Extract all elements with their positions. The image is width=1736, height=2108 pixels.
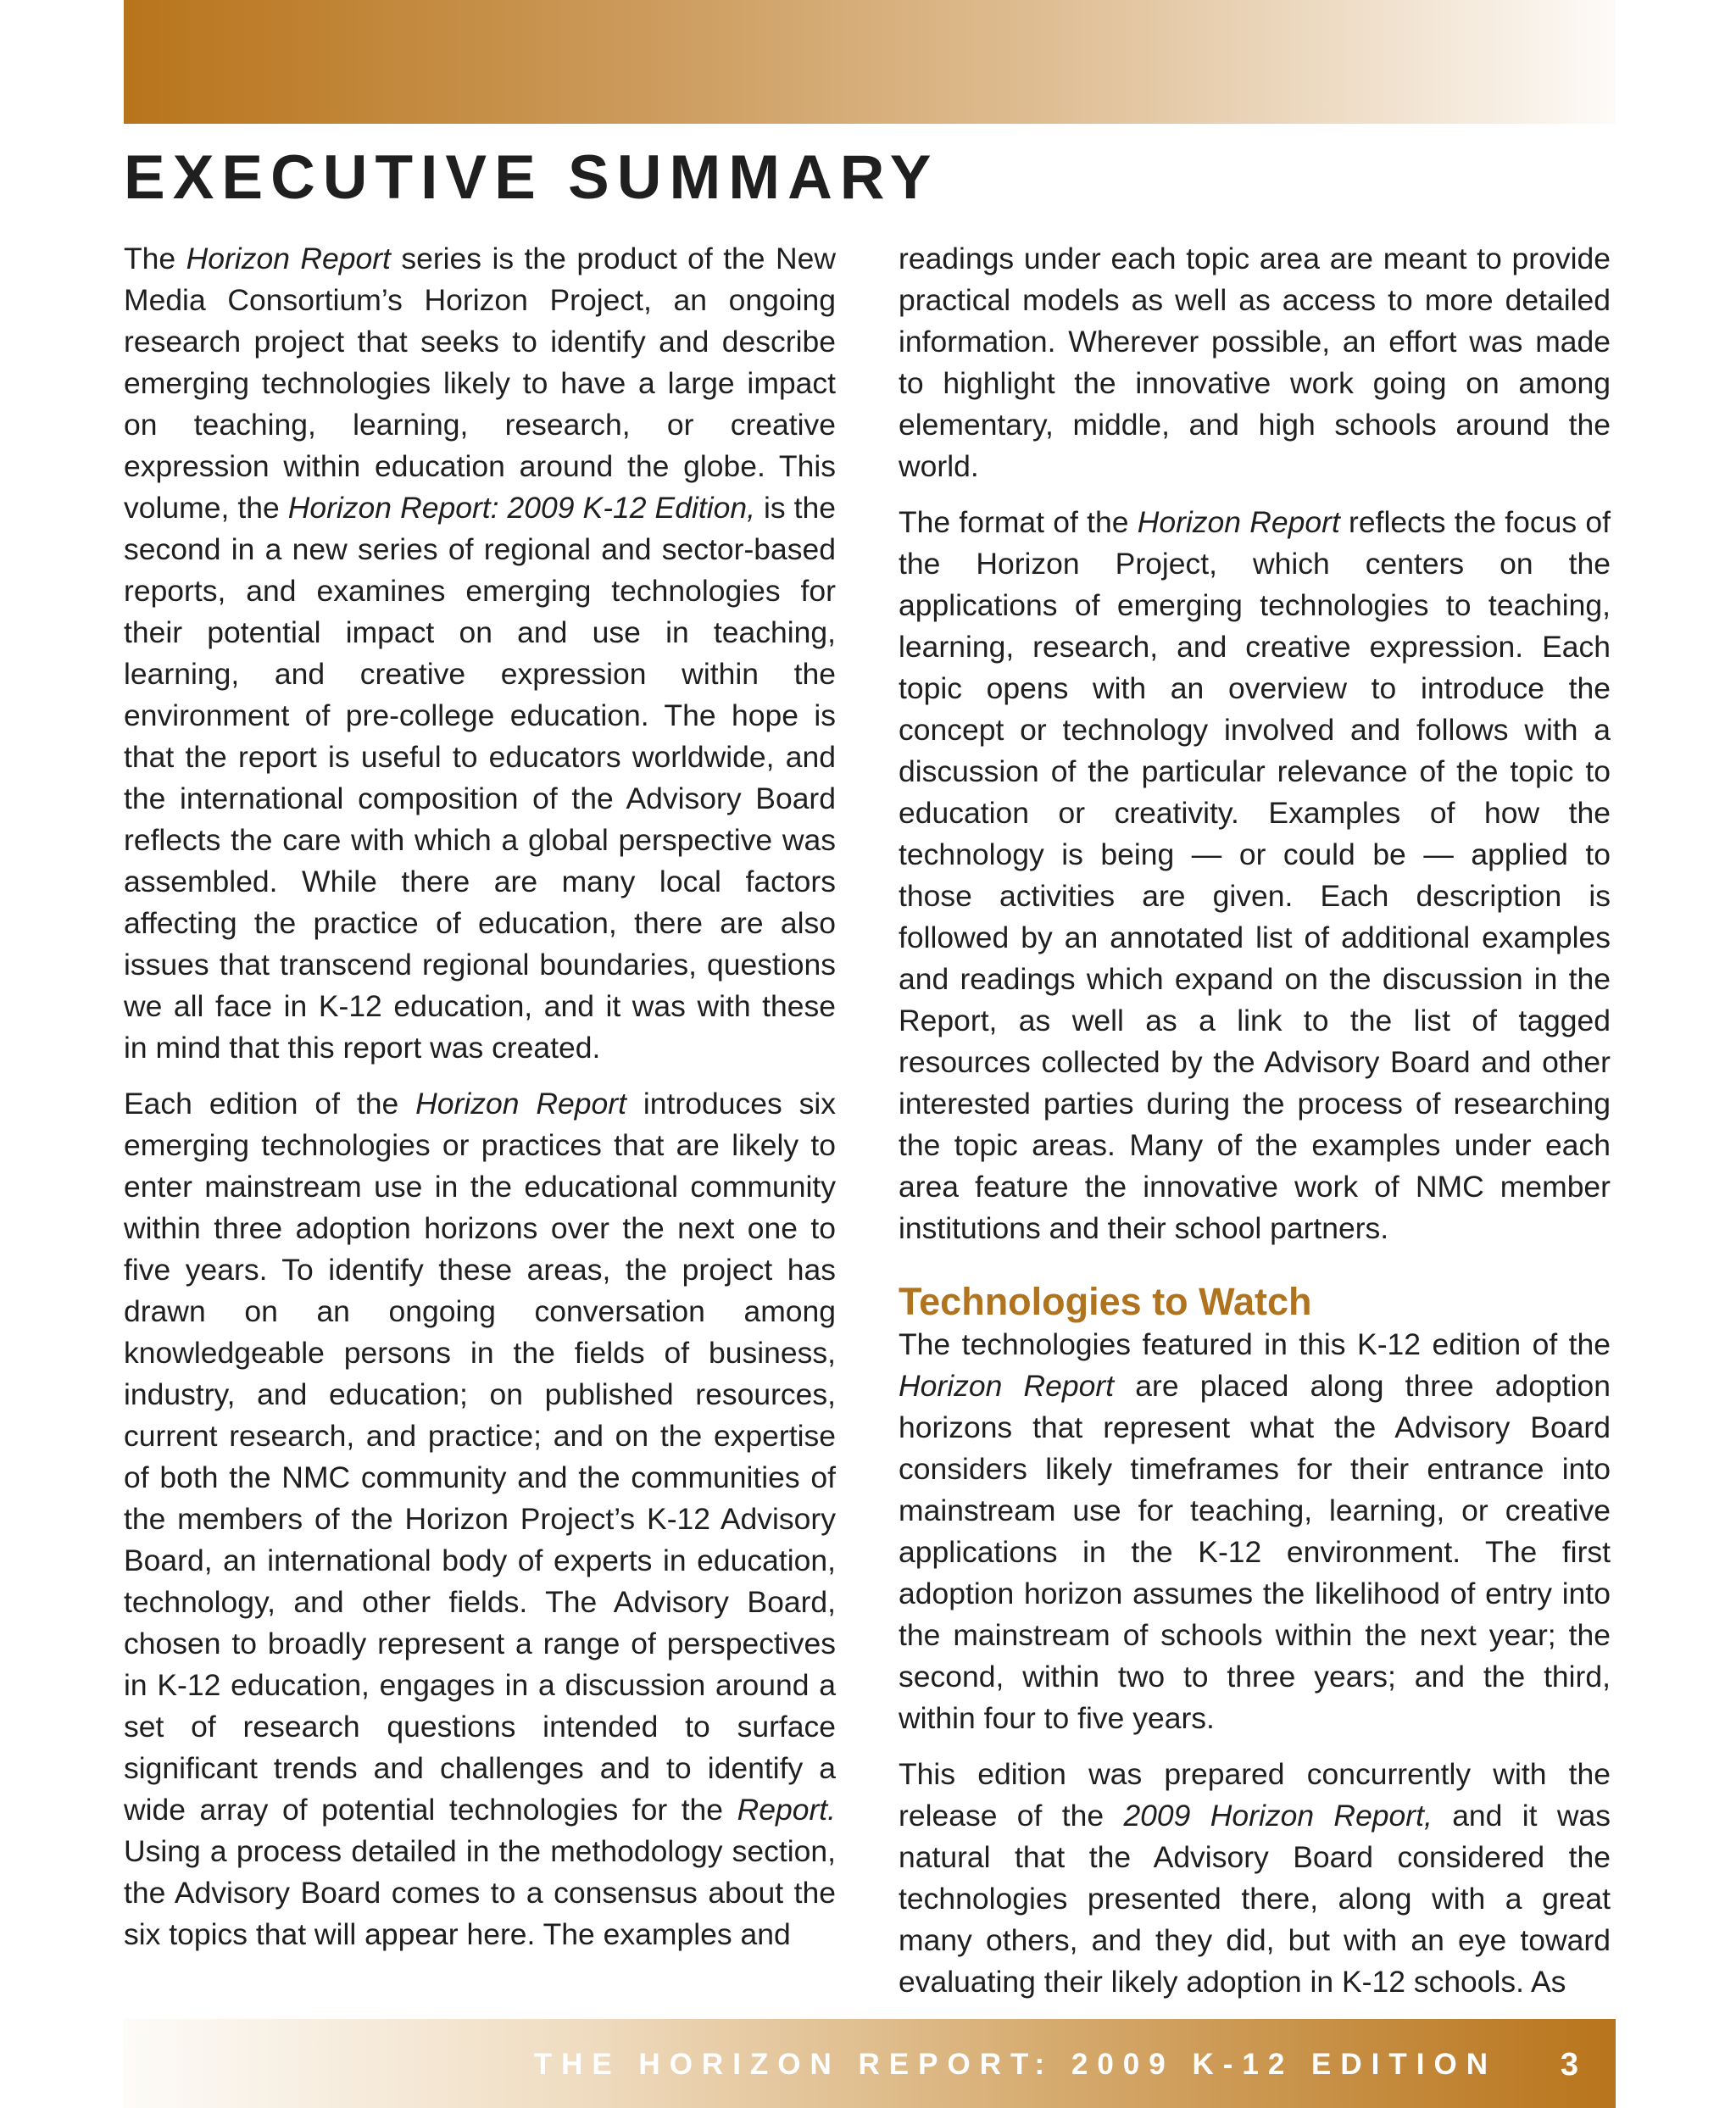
left-paragraph-1 <box>124 238 836 1069</box>
text-run: This edition was prepared concurrently with the release of the <box>899 1757 1611 1833</box>
right-column <box>899 238 1611 2017</box>
text-run: reflects the focus of the Horizon Project, which centers on the applications of emerging technologies to teaching, learning, research, and creative expression. Each topic opens with an overview to introduce the concept or technology involved and follows with a discussion of the particular relevance of the topic to education or creativity. Examples of how the technology is being — or could be — applied to those activities are given. Each description is followed by an annotated list of additional examples and readings which expand on the discussion in the Report, as well as a link to the list of tagged resources collected by the Advisory Board and other interested parties during the process of researching the topic areas. Many of the examples under each area feature the innovative work of NMC member institutions and their school partners. <box>899 505 1611 1245</box>
text-run: The <box>124 242 186 275</box>
text-run: introduces six emerging technologies or practices that are likely to enter mainstream use in the educational community within three adoption horizons over the next one to five years. To identify these areas, the project has drawn on an ongoing conversation among knowledgeable persons in the fields of business, industry, and education; on published resources, current research, and practice; and on the expertise of both the NMC community and the communities of the members of the Horizon Project’s K-12 Advisory Board, an international body of experts in education, technology, and other fields. The Advisory Board, chosen to broadly represent a range of perspectives in K-12 education, engages in a discussion around a set of research questions intended to surface significant trends and challenges and to identify a wide array of potential technologies for the <box>124 1087 837 1827</box>
text-run: Each edition of the <box>124 1087 416 1121</box>
header-color-band <box>124 0 1616 124</box>
italic-run: Horizon Report: 2009 K-12 Edition, <box>287 491 755 525</box>
text-run: Using a process detailed in the methodology section, the Advisory Board comes to a consensus about the six topics that will appear here. The examples and <box>124 1834 836 1951</box>
page-title: EXECUTIVE SUMMARY <box>124 143 939 212</box>
italic-run: Horizon Report <box>415 1087 626 1121</box>
footer-color-band <box>124 2019 1616 2108</box>
right-paragraph-1: readings under each topic area are meant to provide practical models as well as access to more detailed information. Wherever possible, an effort was made to highlight the innovative work going on among elementary, middle, and high schools around the world. <box>899 242 1611 483</box>
text-run: The technologies featured in this K-12 edition of the <box>899 1327 1611 1361</box>
left-column <box>124 238 836 1970</box>
left-paragraph-2 <box>124 1083 836 1955</box>
italic-run: Horizon Report <box>1137 505 1340 539</box>
italic-run: Report. <box>737 1793 836 1827</box>
right-paragraph-2 <box>899 502 1611 1249</box>
section-subheading: Technologies to Watch <box>899 1280 1312 1323</box>
right-paragraph-4 <box>899 1754 1611 2003</box>
text-run: are placed along three adoption horizons that represent what the Advisory Board considers likely timeframes for their entrance into mainstream use for teaching, learning, or creative applications in the K-12 environment. The first adoption horizon assumes the likelihood of entry into the mainstream of schools within the next year; the second, within two to three years; and the third, within four to five years. <box>899 1369 1611 1735</box>
italic-run: Horizon Report <box>186 242 391 275</box>
footer-running-title: THE HORIZON REPORT: 2009 K-12 EDITION <box>533 2048 1497 2081</box>
text-run: series is the product of the New Media Consortium’s Horizon Project, an ongoing research project that seeks to identify and describe emerging technologies likely to have a large impact on teaching, learning, research, or creative expression within education around the globe. This volume, the <box>124 242 836 525</box>
italic-run: 2009 Horizon Report, <box>1123 1799 1433 1833</box>
page-number: 3 <box>1560 2047 1578 2083</box>
text-run: The format of the <box>899 505 1138 539</box>
text-run: and it was natural that the Advisory Board considered the technologies presented there, along with a great many others, and they did, but with an eye toward evaluating their likely adoption in K-12 schools. As <box>899 1799 1611 1999</box>
text-run: is the second in a new series of regional and sector-based reports, and examines emerging technologies for their potential impact on and use in teaching, learning, and creative expression within the environment of pre-college education. The hope is that the report is useful to educators worldwide, and the international composition of the Advisory Board reflects the care with which a global perspective was assembled. While there are many local factors affecting the practice of education, there are also issues that transcend regional boundaries, questions we all face in K-12 education, and it was with these in mind that this report was created. <box>124 491 836 1065</box>
right-paragraph-3 <box>899 1324 1611 1739</box>
italic-run: Horizon Report <box>899 1369 1115 1403</box>
